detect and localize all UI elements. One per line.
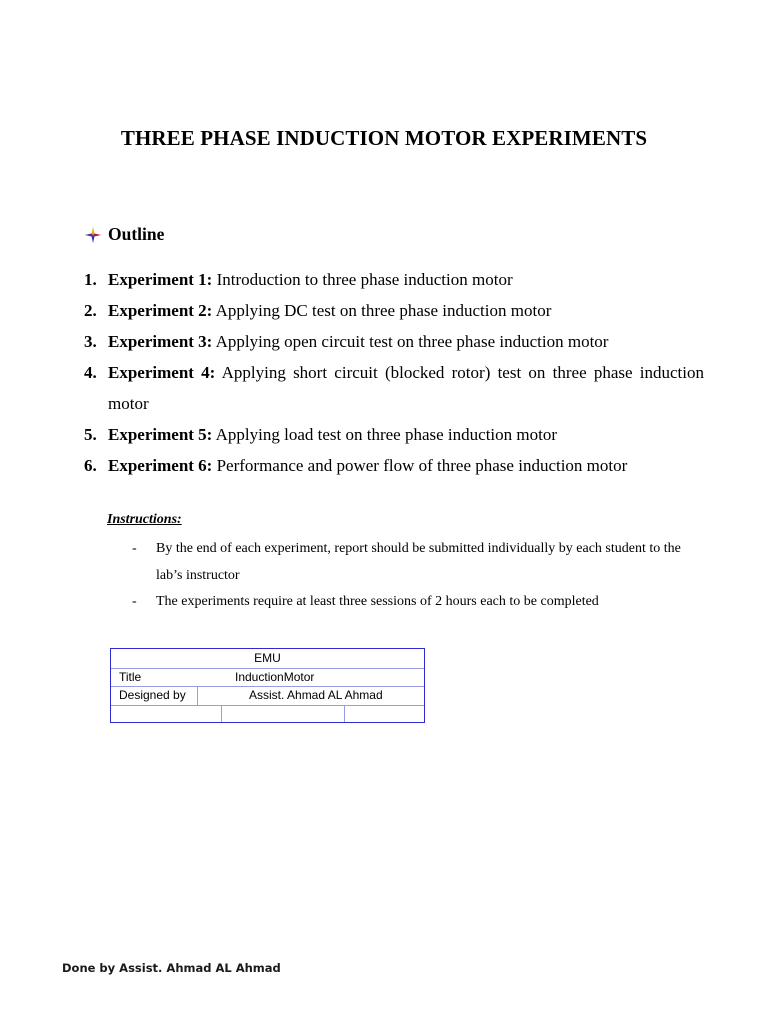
instruction-text: By the end of each experiment, report should be submitted individually by each student to the lab’s instructor <box>156 541 681 583</box>
experiment-list <box>84 264 704 481</box>
designer-label: Designed by <box>119 688 186 702</box>
list-item-number: 3. <box>84 332 97 351</box>
outline-heading-text: Outline <box>108 224 165 244</box>
title-block-designer-row <box>111 686 424 704</box>
instruction-text: The experiments require at least three sessions of 2 hours each to be completed <box>156 594 599 609</box>
list-item <box>132 536 708 589</box>
list-item-number: 2. <box>84 301 97 320</box>
experiment-label: Experiment 4: <box>108 363 216 382</box>
four-point-star-bullet-icon <box>84 226 102 244</box>
experiment-label: Experiment 6: <box>108 456 213 475</box>
list-item <box>84 419 704 450</box>
list-dash: - <box>132 541 137 556</box>
title-block-title-row <box>111 668 424 686</box>
list-item-number: 4. <box>84 363 97 382</box>
experiment-description: Performance and power flow of three phase induction motor <box>212 456 628 475</box>
footer-credit: Done by Assist. Ahmad AL Ahmad <box>62 961 281 975</box>
experiment-label: Experiment 2: <box>108 301 213 320</box>
experiment-label: Experiment 5: <box>108 425 213 444</box>
title-block-header: EMU <box>254 651 281 665</box>
list-item <box>84 357 704 419</box>
title-label: Title <box>119 670 142 684</box>
list-item <box>132 589 708 616</box>
list-item <box>84 264 704 295</box>
document-title: THREE PHASE INDUCTION MOTOR EXPERIMENTS <box>120 126 648 150</box>
list-item-number: 5. <box>84 425 97 444</box>
instructions-heading: Instructions: <box>107 512 182 527</box>
list-dash: - <box>132 594 137 609</box>
title-value: InductionMotor <box>235 670 315 684</box>
experiment-description: Applying open circuit test on three phase induction motor <box>212 332 609 351</box>
outline-heading <box>84 224 164 245</box>
experiment-label: Experiment 1: <box>108 270 213 289</box>
table-divider <box>111 705 424 706</box>
experiment-description: Applying load test on three phase induction motor <box>212 425 558 444</box>
table-divider <box>221 705 222 722</box>
list-item-number: 1. <box>84 270 97 289</box>
designer-value: Assist. Ahmad AL Ahmad <box>249 688 383 702</box>
instructions-list <box>132 536 708 616</box>
list-item-number: 6. <box>84 456 97 475</box>
experiment-label: Experiment 3: <box>108 332 213 351</box>
experiment-description: Applying short circuit (blocked rotor) test on three phase induction motor <box>108 363 704 413</box>
list-item <box>84 295 704 326</box>
experiment-description: Introduction to three phase induction motor <box>212 270 513 289</box>
table-divider <box>344 705 345 722</box>
list-item <box>84 326 704 357</box>
title-block-table <box>110 648 425 723</box>
experiment-description: Applying DC test on three phase induction motor <box>212 301 552 320</box>
title-block-header-row <box>111 649 424 667</box>
list-item <box>84 450 704 481</box>
